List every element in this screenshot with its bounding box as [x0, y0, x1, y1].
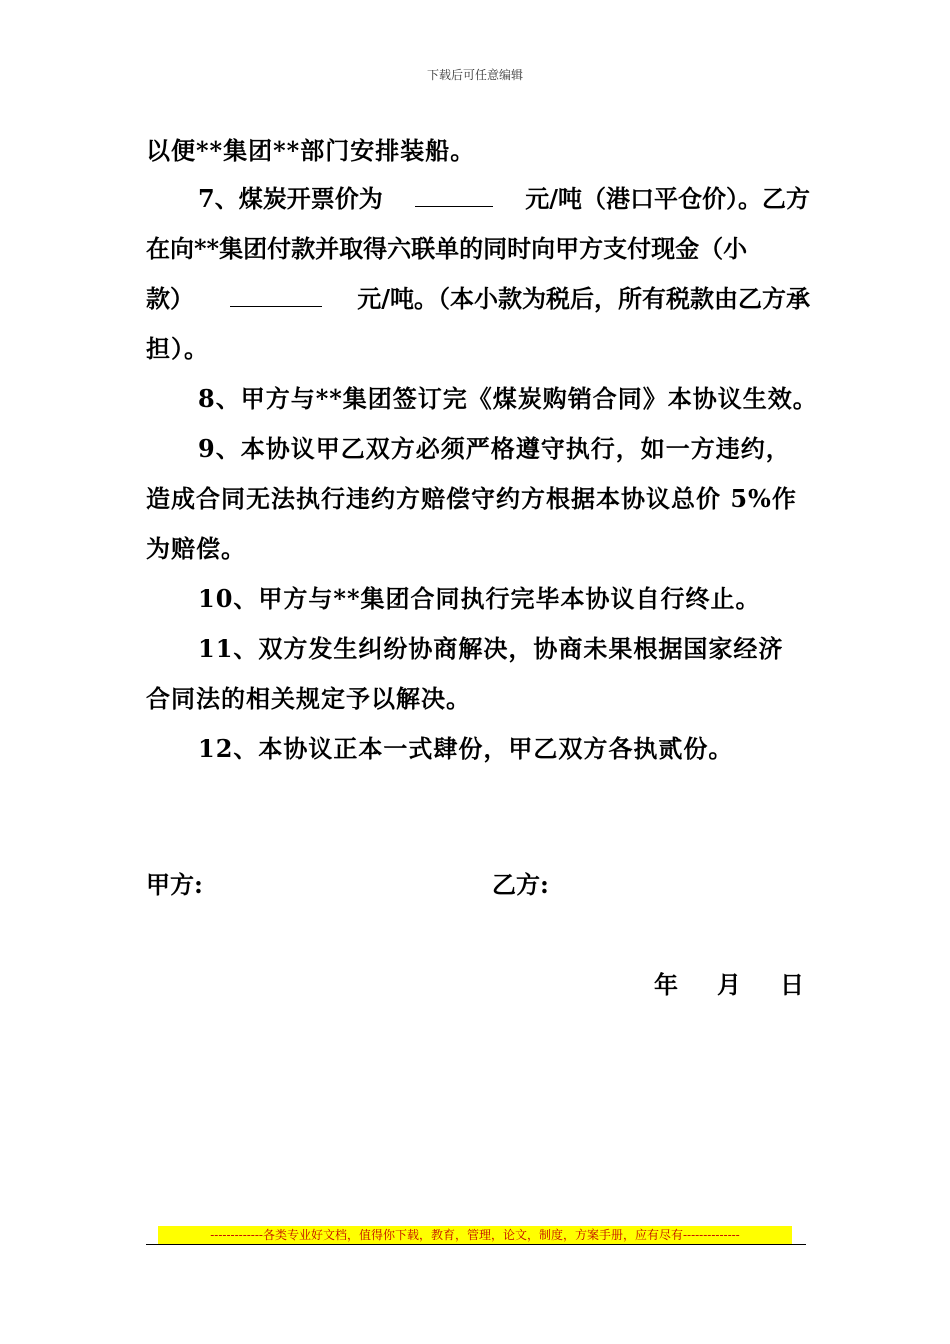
- clause-8: 8、甲方与**集团签订完《煤炭购销合同》本协议生效。: [198, 384, 818, 413]
- date-day: 日: [780, 970, 804, 999]
- clause-7-line-3: [146, 284, 810, 314]
- clause-11-line-2: 合同法的相关规定予以解决。: [146, 684, 471, 713]
- clause-9-line-3: 为赔偿。: [146, 534, 246, 563]
- header-note: 下载后可任意编辑: [426, 68, 523, 82]
- clause-10: 10、甲方与**集团合同执行完毕本协议自行终止。: [198, 584, 761, 613]
- clause-11-line-1: 11、双方发生纠纷协商解决，协商未果根据国家经济: [198, 634, 784, 663]
- clause-7-line-4: 担）。: [146, 334, 209, 363]
- clause-7-line-1: [198, 184, 810, 214]
- date-month: 月: [717, 970, 741, 999]
- footer-banner: -------------各类专业好文档，值得你下载，教育，管理，论文，制度，方案手册，应有尽有--------------: [158, 1226, 792, 1244]
- clause-7-text-d: 元/吨。（本小款为税后，所有税款由乙方承: [357, 284, 810, 313]
- footer-divider: [146, 1244, 806, 1245]
- date-year: 年: [654, 970, 678, 999]
- cash-blank[interactable]: [230, 284, 322, 307]
- clause-7-text-b: 元/吨（港口平仓价）。乙方: [525, 184, 810, 213]
- party-b-label: 乙方:: [492, 870, 549, 899]
- party-a-label: 甲方:: [146, 870, 203, 899]
- clause-9-line-1: 9、本协议甲乙双方必须严格遵守执行，如一方违约，: [198, 434, 791, 463]
- paragraph-line: 以便**集团**部门安排装船。: [146, 136, 476, 165]
- clause-12: 12、本协议正本一式肆份，甲乙双方各执贰份。: [198, 734, 734, 763]
- clause-7-text-a: 7、煤炭开票价为: [198, 184, 383, 213]
- clause-7-text-c: 款）: [146, 284, 194, 313]
- clause-7-text-line2: 在向**集团付款并取得六联单的同时向甲方支付现金（小: [146, 234, 748, 263]
- clause-9-line-2: 造成合同无法执行违约方赔偿守约方根据本协议总价 5%作: [146, 484, 797, 513]
- price-blank[interactable]: [415, 184, 493, 207]
- clause-7-line-2: [146, 234, 810, 264]
- signing-date: [654, 970, 804, 1000]
